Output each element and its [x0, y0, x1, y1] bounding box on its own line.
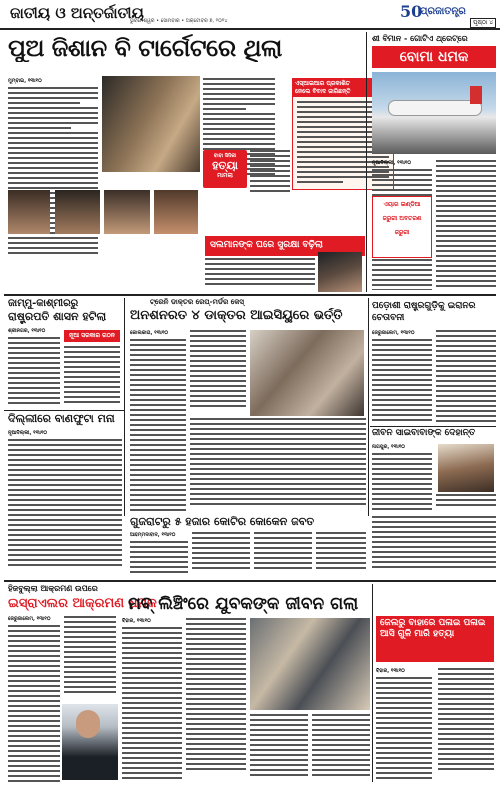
dateline: ଭୁବନେଶ୍ୱର • ସୋମବାର • ଅକ୍ଟୋବର ୭, ୨୦୨୪ [130, 18, 228, 24]
story2-side-box [372, 196, 432, 258]
story5-body-col2 [436, 330, 496, 424]
story9-body-col2 [64, 616, 116, 700]
story1-tag-line3: ମାମଲା [217, 172, 233, 179]
story5-body-col1 [372, 330, 432, 424]
story6-headline: ଦିଲ୍ଲୀରେ ବାଣଫୁଟା ମନା [8, 412, 115, 425]
row-divider-1 [4, 294, 496, 296]
story1-subbox-body [205, 258, 315, 290]
page-number: ପୃଷ୍ଠା ୪ [470, 18, 496, 28]
story11-body-col1 [376, 668, 432, 782]
story1-photo-group [102, 76, 200, 172]
story4-body-col3 [190, 418, 366, 512]
story3-body-col1 [8, 328, 60, 406]
story1-tag-box [203, 150, 247, 188]
story8-headline: ଗୁଜରାଟରୁ ୫ ହଜାର କୋଟିର କୋକେନ ଜବତ [130, 515, 315, 528]
story2-headline: ବୋମା ଧମକ [372, 46, 496, 68]
story3-byline: ଶ୍ରୀନଗର, ୧୩ା୧୦ [8, 328, 46, 334]
story8-byline: ଆହମ୍ମଦାବାଦ, ୧୩ା୧୦ [130, 532, 176, 538]
story8-body-col1 [130, 532, 188, 576]
brand-name: ପ୍ରଜାତନ୍ତ୍ର [420, 6, 466, 17]
row-divider-right [370, 426, 496, 427]
section-title: ଜାତୀୟ ଓ ଅନ୍ତର୍ଜାତୀୟ [10, 4, 144, 22]
story7-byline: ନାଗପୁର, ୧୩ା୧୦ [372, 444, 405, 450]
story8-body-col3 [254, 532, 312, 576]
row-divider-left [4, 410, 124, 411]
story9-byline: ଜେରୁଜାଲେମ, ୧୩ା୧୦ [8, 616, 51, 622]
story7-photo-saibaba [438, 444, 494, 492]
story1-tag-line2: ହତ୍ୟା [212, 159, 238, 172]
column-divider-a [124, 298, 125, 516]
story3-tag: ନୂଆ ସରକାର ଗଠନ [64, 330, 120, 342]
story10-body-col2 [186, 618, 246, 782]
story10-headline: ମବ୍ ଲିଞ୍ଚିଂରେ ଯୁବକଙ୍କ ଜୀବନ ଗଲା [128, 594, 359, 614]
story1-byline: ମୁମ୍ବାଇ, ୧୩ା୧୦ [8, 78, 42, 84]
story1-subhead: ସଲମାନଙ୍କ ଘରେ ସୁରକ୍ଷା ବଢ଼ିଲା [210, 240, 323, 250]
story8-body-col4 [316, 532, 366, 576]
masthead [0, 0, 500, 30]
story2-plane-tail [470, 86, 482, 104]
story1-photo-suspect4 [154, 190, 198, 234]
story10-byline: ବିହାର, ୧୩ା୧୦ [122, 618, 151, 624]
story11-head-box [376, 616, 494, 662]
story1-tag-line1: ବାବା ସିଦ୍ଦିକୀ [213, 153, 237, 159]
story4-kicker: ଟ୍ରେନି ଡାକ୍ତର ରେପ୍-ମର୍ଡର କେସ୍ [150, 298, 244, 306]
story7-body-col1 [372, 444, 432, 512]
column-divider-c [372, 584, 373, 782]
story7-body-col2 [436, 494, 496, 514]
story9-body-col1 [8, 616, 60, 782]
story2-byline: ନୂଆଦିଲ୍ଲୀ, ୧୩ା୧୦ [372, 160, 412, 166]
story1-photo-salman [318, 252, 362, 292]
delhi-body-extra [8, 514, 122, 576]
anniversary-number: 50 [400, 2, 423, 21]
story2-body-col2 [436, 160, 496, 290]
story1-photo-suspect1 [8, 190, 50, 234]
story5-byline: ଜେରୁଜାଲେମ, ୧୩ା୧୦ [372, 330, 415, 336]
story1-inset-title: ଏସ୍‌ଆଇଆର ପ୍ରକାଶିତ [295, 80, 350, 87]
story10-body-col1 [122, 618, 182, 782]
story9-kicker: ହିଜବୁଲ୍ଲା ଆକ୍ରମଣ ଉପରେ [8, 584, 98, 593]
story2-side2: ଜରୁରୀ ଅବତରଣ [382, 215, 422, 222]
story2-side1: ଏୟାର ଇଣ୍ଡିଆ [383, 201, 421, 208]
story7-headline: ଜୀବନ ସାଇବାବାଙ୍କ ଦେହାନ୍ତ [372, 428, 476, 438]
story4-photo-doctors [250, 330, 364, 416]
story4-headline: ଅନଶନରତ ୪ ଡାକ୍ତର ଆଇସିୟୁରେ ଭର୍ତ୍ତି [130, 308, 343, 323]
story6-byline: ନୂଆଦିଲ୍ଲୀ, ୧୩ା୧୦ [8, 430, 48, 436]
story2-kicker: ଶୀ ବିମାନ - ଗୋଟିଏ ଥ୍ରେଟ୍‌ରେ [372, 34, 468, 43]
story10-body-col4 [312, 714, 370, 782]
story11-body-col2 [438, 668, 494, 782]
column-divider-b [368, 298, 369, 516]
story3-headline: ରାଷ୍ଟ୍ରପତି ଶାସନ ହଟିଲା [8, 310, 107, 323]
story4-body-col1 [130, 330, 186, 512]
story3-body-col2 [64, 346, 120, 406]
story10-photo-crowd [250, 618, 370, 710]
story5-headline: ପଡ଼ୋଶୀ ରାଷ୍ଟ୍ରଗୁଡ଼ିକୁ ଇରାନର ଚେତାବନୀ [372, 301, 476, 323]
story11-headline: ଜେଲରୁ ବାହାରେ ପଳାଇ ପଳାଇ ଆସି ଗୁଳି ମାରି ହତ୍ୟା [380, 618, 486, 639]
story8-body-col2 [192, 532, 250, 576]
story2-side3: ଜରୁରୀ [394, 229, 410, 236]
anniversary-logo [400, 2, 422, 21]
story1-body-col3 [250, 150, 290, 195]
story2-plane-shape [388, 100, 482, 116]
story10-body-col3 [250, 714, 308, 782]
story1-headline: ପୁଅ ଜିଶାନ ବି ଟାର୍ଗେଟରେ ଥିଲା [8, 34, 282, 62]
story9-photo-face [76, 710, 100, 738]
story3-kicker: ଜାମ୍ମୁ-କାଶ୍ମୀରରୁ [8, 298, 79, 309]
story9-headline: ଇସ୍ରାଏଲର ଆକ୍ରମଣ ଧମକ [8, 596, 157, 611]
story1-inset-subtitle: ନେଲେ ବିବାଦ ଜାରିଛନ୍ତି [295, 88, 351, 95]
story1-photo-suspect3 [104, 190, 150, 234]
story4-byline: କୋଲକାତା, ୧୩ା୧୦ [130, 330, 169, 336]
story1-photo-suspect2 [55, 190, 100, 234]
story6-body [8, 430, 122, 512]
story4-body-col2 [190, 330, 246, 410]
row-divider-2 [4, 580, 496, 582]
column-divider-right [366, 32, 367, 292]
story11-byline: ବିହାର, ୧୩ା୧୦ [376, 668, 405, 674]
saibaba-body-extra [372, 516, 496, 578]
